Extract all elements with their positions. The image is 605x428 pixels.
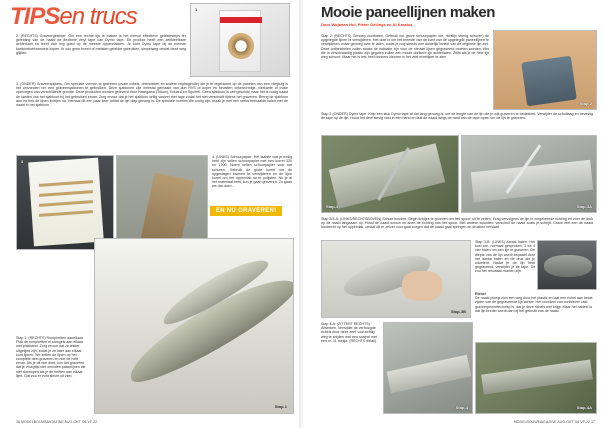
article-title: Mooie paneellijnen maken	[321, 4, 495, 21]
left-footer: 36 MODELBOUWMAGAZINE AUG-OKT '08 VF-22	[16, 420, 98, 424]
richel-block	[475, 292, 597, 313]
photo-dymo-pack	[190, 3, 290, 77]
photo-label-stap3a: Stap-3A	[576, 204, 592, 209]
photo-label-stap2: Stap-2	[579, 101, 592, 106]
photo-label-stap1: Stap-1	[274, 404, 287, 409]
photo-label-stap3: Stap-3	[326, 204, 339, 209]
stap3-text: Stap 3 (ONDER) Dymo tape. Knip een stuk Dymo tape af dat lang genoeg is, om de lengte van de lijn die je wilt graveren te bedekken. Verwijder de schutlaag en bevestig de tape op de lijn. Houd het deel stevig vast in één hand en laat de naald langs de rand van de tape lopen om de lijn te graveren.	[321, 112, 593, 121]
photo-label-stap4: Stap-4	[455, 405, 468, 410]
photo-detail	[537, 240, 597, 290]
left-page	[0, 0, 300, 428]
stap3b-text: Stap 3-B: (LINKS) Aantal halen. Het kost me, normaal gesproken, 3 tot 4 vier halen om een lijn te graveren. De diepte van de lijn wordt bepaald door het aantal halen en de druk die je uitoefent. Nadat je de lijn hebt gegraveerd, verwijder je de tape. Dit zou het resultaat moeten zijn.	[475, 240, 535, 274]
photo-template-3	[16, 155, 114, 250]
intro-paragraph: 2. (RECHTS) Graveergeleider: Om een rechte lijn te maken is het niervol effectieve geleidestrips ter geleiding van de naald de flexibele vinyl tape van Dymo tape. Dit product heeft een zelfkleefbare achterkant en leent zich erg goed op de meeste oppervlakken. Je kunt Dymo tape bij de meeste kantoorboekhandels kopen. Ik zou geen breed of metalen geleider gebruiken, simpelweg omdat deze weg glijden.	[16, 34, 186, 55]
stap2-text: Stap 2: (RECHTS) Genoeg voorbaten. Gebruik het grove schuurpapier om, richtlijn streng schuren) de opgelegde lijnen te verwijderen. Het doel is om het meeste van de kant van de opgelegde paneellijnen te verwijderen, maar genoeg over te laten, zodat je nog steeds een duidelijk inziekt van de originele lijn ziet. Deze ontbinkkelen zullen straks de indicatie zijn voor de nieuwe lijnen gegraveerd moeten worden. Kits die in zinvolvaardig plastic zijn gegoten zullen een mooie donkere lijn achterlaten. Zelfs als je de hele lijn weg schuurt. Maar het is iets heel donkers kleuren is het veel moeilijker te zien.	[321, 34, 489, 60]
richel-text: De naald ploegt zich een weg door het plastic en laat een richel aan beide zijden van de gegraveerde lijn achter. Het voordeel van conisiever cast graveerpennetechnisp is, dat je deze richels niet krijgt. Maar het nadeel is dat lijn breder wordt dan bij het gebruik van de naald.	[475, 296, 593, 313]
photo-stap4a	[475, 342, 597, 414]
photo-fuselage-stap1	[94, 238, 294, 414]
caption-4: 4. (LINKS) Schuurpapier: Het laatste wat je nodig hebt zijn vellen schuurpapier met een korrel 320 en 1200. Noem vellen schuurpapier voor nat schuren. Gebruik de grote korrel om de opgeslagen bramen te verwijderen en de fijne korrel om het oppervlak na te polijsten. Nu je al het materiaal hebt, kun je gaan graveren. Zo gaan we dat doen...	[212, 155, 292, 189]
title-trucs-word: en trucs	[59, 3, 137, 30]
section-banner: EN NU GRAVEREN!	[210, 206, 282, 216]
article-byline: Door Wojanan Hul, Pieter Gellings en Al Karalus	[321, 22, 413, 27]
richel-heading: Richel	[475, 292, 486, 296]
dymo-pack-card	[219, 10, 261, 72]
caption-stap1: Stap 1: (RECHTS) Rompheften aanelkaar. Plak de rompheften el stoogels aan elkaar met plakband. Zorg ervoor dat ze lekker uitgelijnd zijn, zodat je ze later aan elkaar kunt lijmen. We zetten de lijnen op het complete deel graveren en niet de helft ervan. Als je dit niet doet, kun het graveren dat je vroegtijd niet ontvolen passelijnen die niet doorlopen als je de helften aan elkaar lijmt. Dat zou er echt slecht uit zien.	[16, 336, 86, 378]
paragraph-3: 3. (ONDER) Graveerspijkers: Om speciale vormen te graveren (ovale cirkels, driehoeken en andere vrijdragende) die je te tegenkomt op de panelen van een vliegtuig is het omvonden om een graveersjablonen te gebruiken. Deze sjablonen zijn meestal gemaakt van dun RVS of koper en bevatten cirkelvormige, vierkante of ovale openingen van verschillende grootte. Deze producten worden geleverd door Hasegawa (Trikon), Eduard en Squirrel. Geen sjabloon is zelf geschikt maar het is nodig naast de kanten van het sjabloon bij het gebruiken ervan. Zorg ervoor dat je het sjabloon veilig vastzet met tape zodat het niet verschuift tijdens het graveren. Breng de sjabloon aan en trek de lijnen lichtjes na. Herhaal dit een paar keer totdat de lijn diep genoeg is. De speciale vormen die nodig zijn, maak je met een reeks herhaalde halen met de naald in het sjabloon.	[16, 82, 288, 108]
photo-stap3a	[461, 135, 597, 213]
photo-stap3	[321, 135, 459, 213]
photo-sandpaper-4	[116, 155, 208, 250]
tips-title	[10, 5, 137, 29]
photo-label-2: 1	[195, 7, 198, 12]
photo-stap2	[493, 30, 597, 110]
photo-label-stap4a: Stap-4A	[576, 405, 592, 410]
title-tips-word: TIPS	[10, 3, 60, 30]
photo-stap3b	[321, 240, 471, 318]
stap3ab-text: Stap 3/3-A: (LINKS/RECHTSBOVEN) Schuin houden. Begin lichtjes te groeven om het 'spoor' uit te zetten. Krag vervolgens de lijn in omgekeerde richting en voer de druk op de naald langzaam op. Houd de naald schuin en ahen de richting van het spoor. Met andere woorden: verschuif de naald zoals je schrijft. Grave met een de naald loodrecht op het oppervlak, omdat dit er zelver voor gaat zorgen dat de naald gaat springen en drukken verslaat.	[321, 217, 593, 230]
stap4-text: Stap 4-A: (ZITTERT RECHTS) Afwerken. Verwijder de verhoogde richels door deze zeer voorzichtig weg te snijden met een scalpel met een nr. 11 mesja. (RECHTS detail).	[321, 322, 378, 343]
right-footer: MODELBOUWMAGAZINE AUG-OKT '08 VF-22 37	[513, 420, 595, 424]
photo-label-3: 3	[21, 159, 24, 164]
photo-stap4	[383, 322, 473, 414]
photo-label-stap3b: Stap-3B	[450, 309, 466, 314]
right-page	[303, 0, 605, 428]
